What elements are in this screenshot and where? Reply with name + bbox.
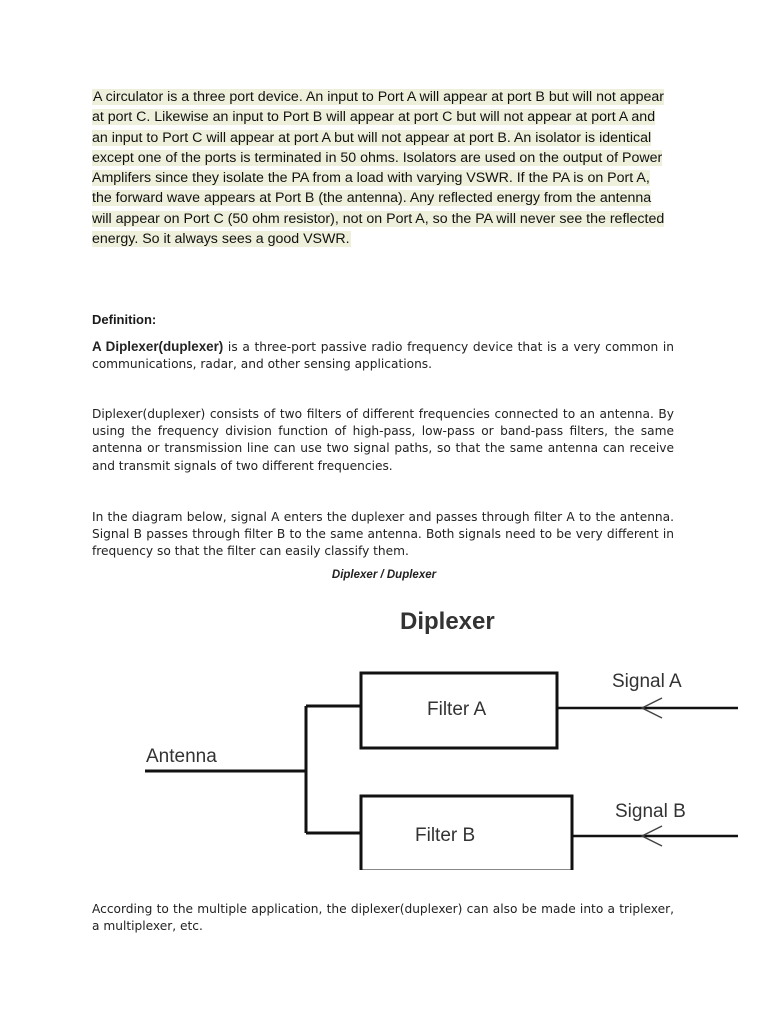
definition-text: is a three-port passive radio frequency device that is a very common in communications, radar, and other sensing applications. xyxy=(92,340,674,372)
definition-heading: Definition: xyxy=(92,312,157,327)
antenna-label: Antenna xyxy=(146,746,217,767)
definition-paragraph xyxy=(92,338,674,373)
signal-b-label: Signal B xyxy=(615,801,686,822)
filter-b-label: Filter B xyxy=(415,825,476,846)
filter-a-label: Filter A xyxy=(427,699,487,720)
intro-paragraph xyxy=(92,87,672,249)
signal-a-label: Signal A xyxy=(612,671,682,692)
highlighted-text: A circulator is a three port device. An input to Port A will appear at port B but will not appear at port C. Likewise an input to Port B will appear at port C but will not appear at port A and an input to Port C will appear at port A but will not appear at port B. An isolator is identical except one of the ports is terminated in 50 ohms. Isolators are used on the output of Power Amplifers since they isolate the PA from a load with varying VSWR. If the PA is on Port A, the forward wave appears at Port B (the antenna). Any reflected energy from the antenna will appear on Port C (50 ohm resistor), not on Port A, so the PA will never see the reflected energy. So it always sees a good VSWR. xyxy=(92,89,665,248)
definition-term: A Diplexer(duplexer) xyxy=(92,339,224,354)
diagram-explanation-paragraph: In the diagram below, signal A enters the duplexer and passes through filter A to the antenna. Signal B passes through filter B to the same antenna. Both signals need to be very different in frequency so that the filter can easily classify them. xyxy=(92,510,674,559)
diagram-title: Diplexer xyxy=(400,608,495,635)
diagram-caption: Diplexer / Duplexer xyxy=(331,569,437,581)
diplexer-description-paragraph: Diplexer(duplexer) consists of two filters of different frequencies connected to an antenna. By using the frequency division function of high-pass, low-pass or band-pass filters, the same antenna or transmission line can use two signal paths, so that the same antenna can receive and transmit signals of two different frequencies. xyxy=(92,407,674,473)
closing-paragraph: According to the multiple application, the diplexer(duplexer) can also be made into a triplexer, a multiplexer, etc. xyxy=(92,902,674,934)
diplexer-diagram xyxy=(130,595,740,870)
